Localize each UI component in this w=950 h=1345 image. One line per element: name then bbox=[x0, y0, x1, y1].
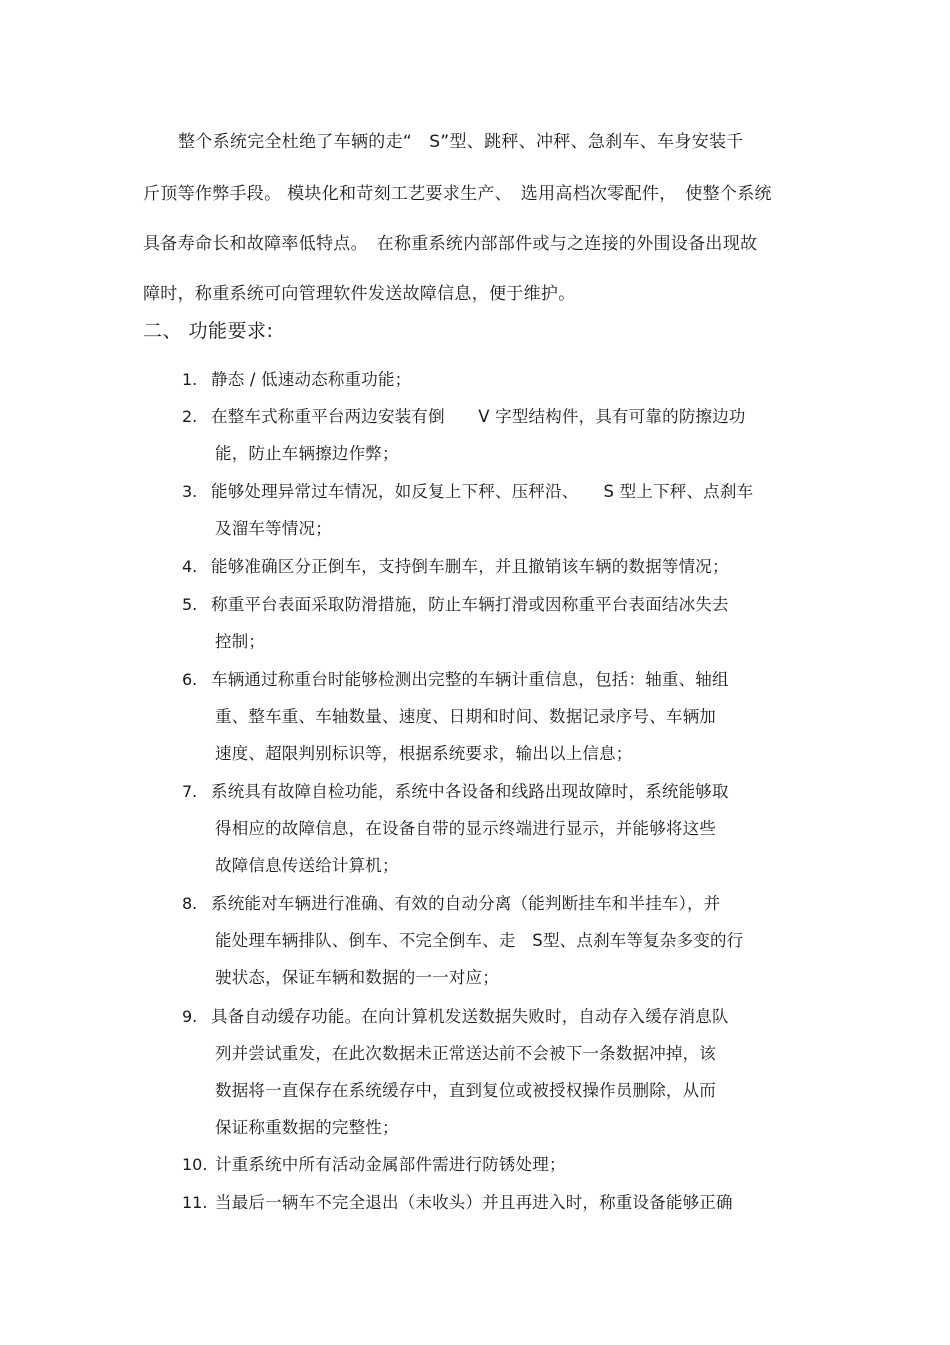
list-item-text: 具备自动缓存功能。在向计算机发送数据失败时，自动存入缓存消息队 bbox=[211, 1007, 729, 1026]
list-item-text: 在整车式称重平台两边安装有倒 V 字型结构件，具有可靠的防擦边功 bbox=[211, 407, 746, 426]
list-item-number: 2. bbox=[182, 407, 198, 426]
intro-line: 障时，称重系统可向管理软件发送故障信息，便于维护。 bbox=[143, 284, 576, 304]
list-item-number: 1. bbox=[182, 370, 198, 389]
list-item-text: 能，防止车辆擦边作弊； bbox=[215, 444, 399, 463]
list-item-number: 10. bbox=[182, 1155, 208, 1174]
list-item-text: 得相应的故障信息，在设备自带的显示终端进行显示，并能够将这些 bbox=[215, 819, 716, 838]
list-item-text: 系统具有故障自检功能，系统中各设备和线路出现故障时，系统能够取 bbox=[211, 782, 729, 801]
list-item-text: 驶状态，保证车辆和数据的一一对应； bbox=[215, 968, 499, 987]
intro-line: 具备寿命长和故障率低特点。 在称重系统内部部件或与之连接的外围设备出现故 bbox=[143, 234, 758, 254]
intro-line: 整个系统完全杜绝了车辆的走“ S”型、跳秤、冲秤、急刹车、车身安装千 bbox=[178, 132, 744, 152]
section-heading: 二、 功能要求: bbox=[143, 320, 274, 342]
list-item-text: 能够准确区分正倒车，支持倒车删车，并且撤销该车辆的数据等情况； bbox=[211, 557, 729, 576]
list-item-text: 计重系统中所有活动金属部件需进行防锈处理； bbox=[215, 1155, 566, 1174]
list-item-text: 系统能对车辆进行准确、有效的自动分离（能判断挂车和半挂车），并 bbox=[211, 894, 721, 913]
list-item-text: 故障信息传送给计算机； bbox=[215, 856, 399, 875]
list-item-number: 8. bbox=[182, 894, 198, 913]
list-item-text: 速度、超限判别标识等，根据系统要求，输出以上信息； bbox=[215, 744, 633, 763]
list-item-text: 数据将一直保存在系统缓存中，直到复位或被授权操作员删除，从而 bbox=[215, 1081, 716, 1100]
list-item-text: 保证称重数据的完整性； bbox=[215, 1118, 399, 1137]
list-item-text: 称重平台表面采取防滑措施，防止车辆打滑或因称重平台表面结冰失去 bbox=[211, 595, 729, 614]
list-item-text: 当最后一辆车不完全退出（未收头）并且再进入时，称重设备能够正确 bbox=[215, 1193, 733, 1212]
list-item-number: 11. bbox=[182, 1193, 208, 1212]
intro-line: 斤顶等作弊手段。 模块化和苛刻工艺要求生产、 选用高档次零配件， 使整个系统 bbox=[143, 184, 772, 204]
list-item-text: 控制； bbox=[215, 632, 266, 651]
list-item-text: 车辆通过称重台时能够检测出完整的车辆计重信息，包括：轴重、轴组 bbox=[211, 670, 729, 689]
list-item-text: 静态 / 低速动态称重功能； bbox=[211, 370, 412, 389]
list-item-number: 5. bbox=[182, 595, 198, 614]
list-item-text: 列并尝试重发，在此次数据未正常送达前不会被下一条数据冲掉，该 bbox=[215, 1044, 716, 1063]
list-item-number: 7. bbox=[182, 782, 198, 801]
list-item-number: 9. bbox=[182, 1007, 198, 1026]
list-item-text: 能够处理异常过车情况，如反复上下秤、压秤沿、 S 型上下秤、点刹车 bbox=[211, 482, 754, 501]
list-item-text: 能处理车辆排队、倒车、不完全倒车、走 S型、点刹车等复杂多变的行 bbox=[215, 931, 744, 950]
list-item-text: 及溜车等情况； bbox=[215, 519, 332, 538]
list-item-number: 4. bbox=[182, 557, 198, 576]
list-item-number: 3. bbox=[182, 482, 198, 501]
list-item-number: 6. bbox=[182, 670, 198, 689]
list-item-text: 重、整车重、车轴数量、速度、日期和时间、数据记录序号、车辆加 bbox=[215, 707, 716, 726]
